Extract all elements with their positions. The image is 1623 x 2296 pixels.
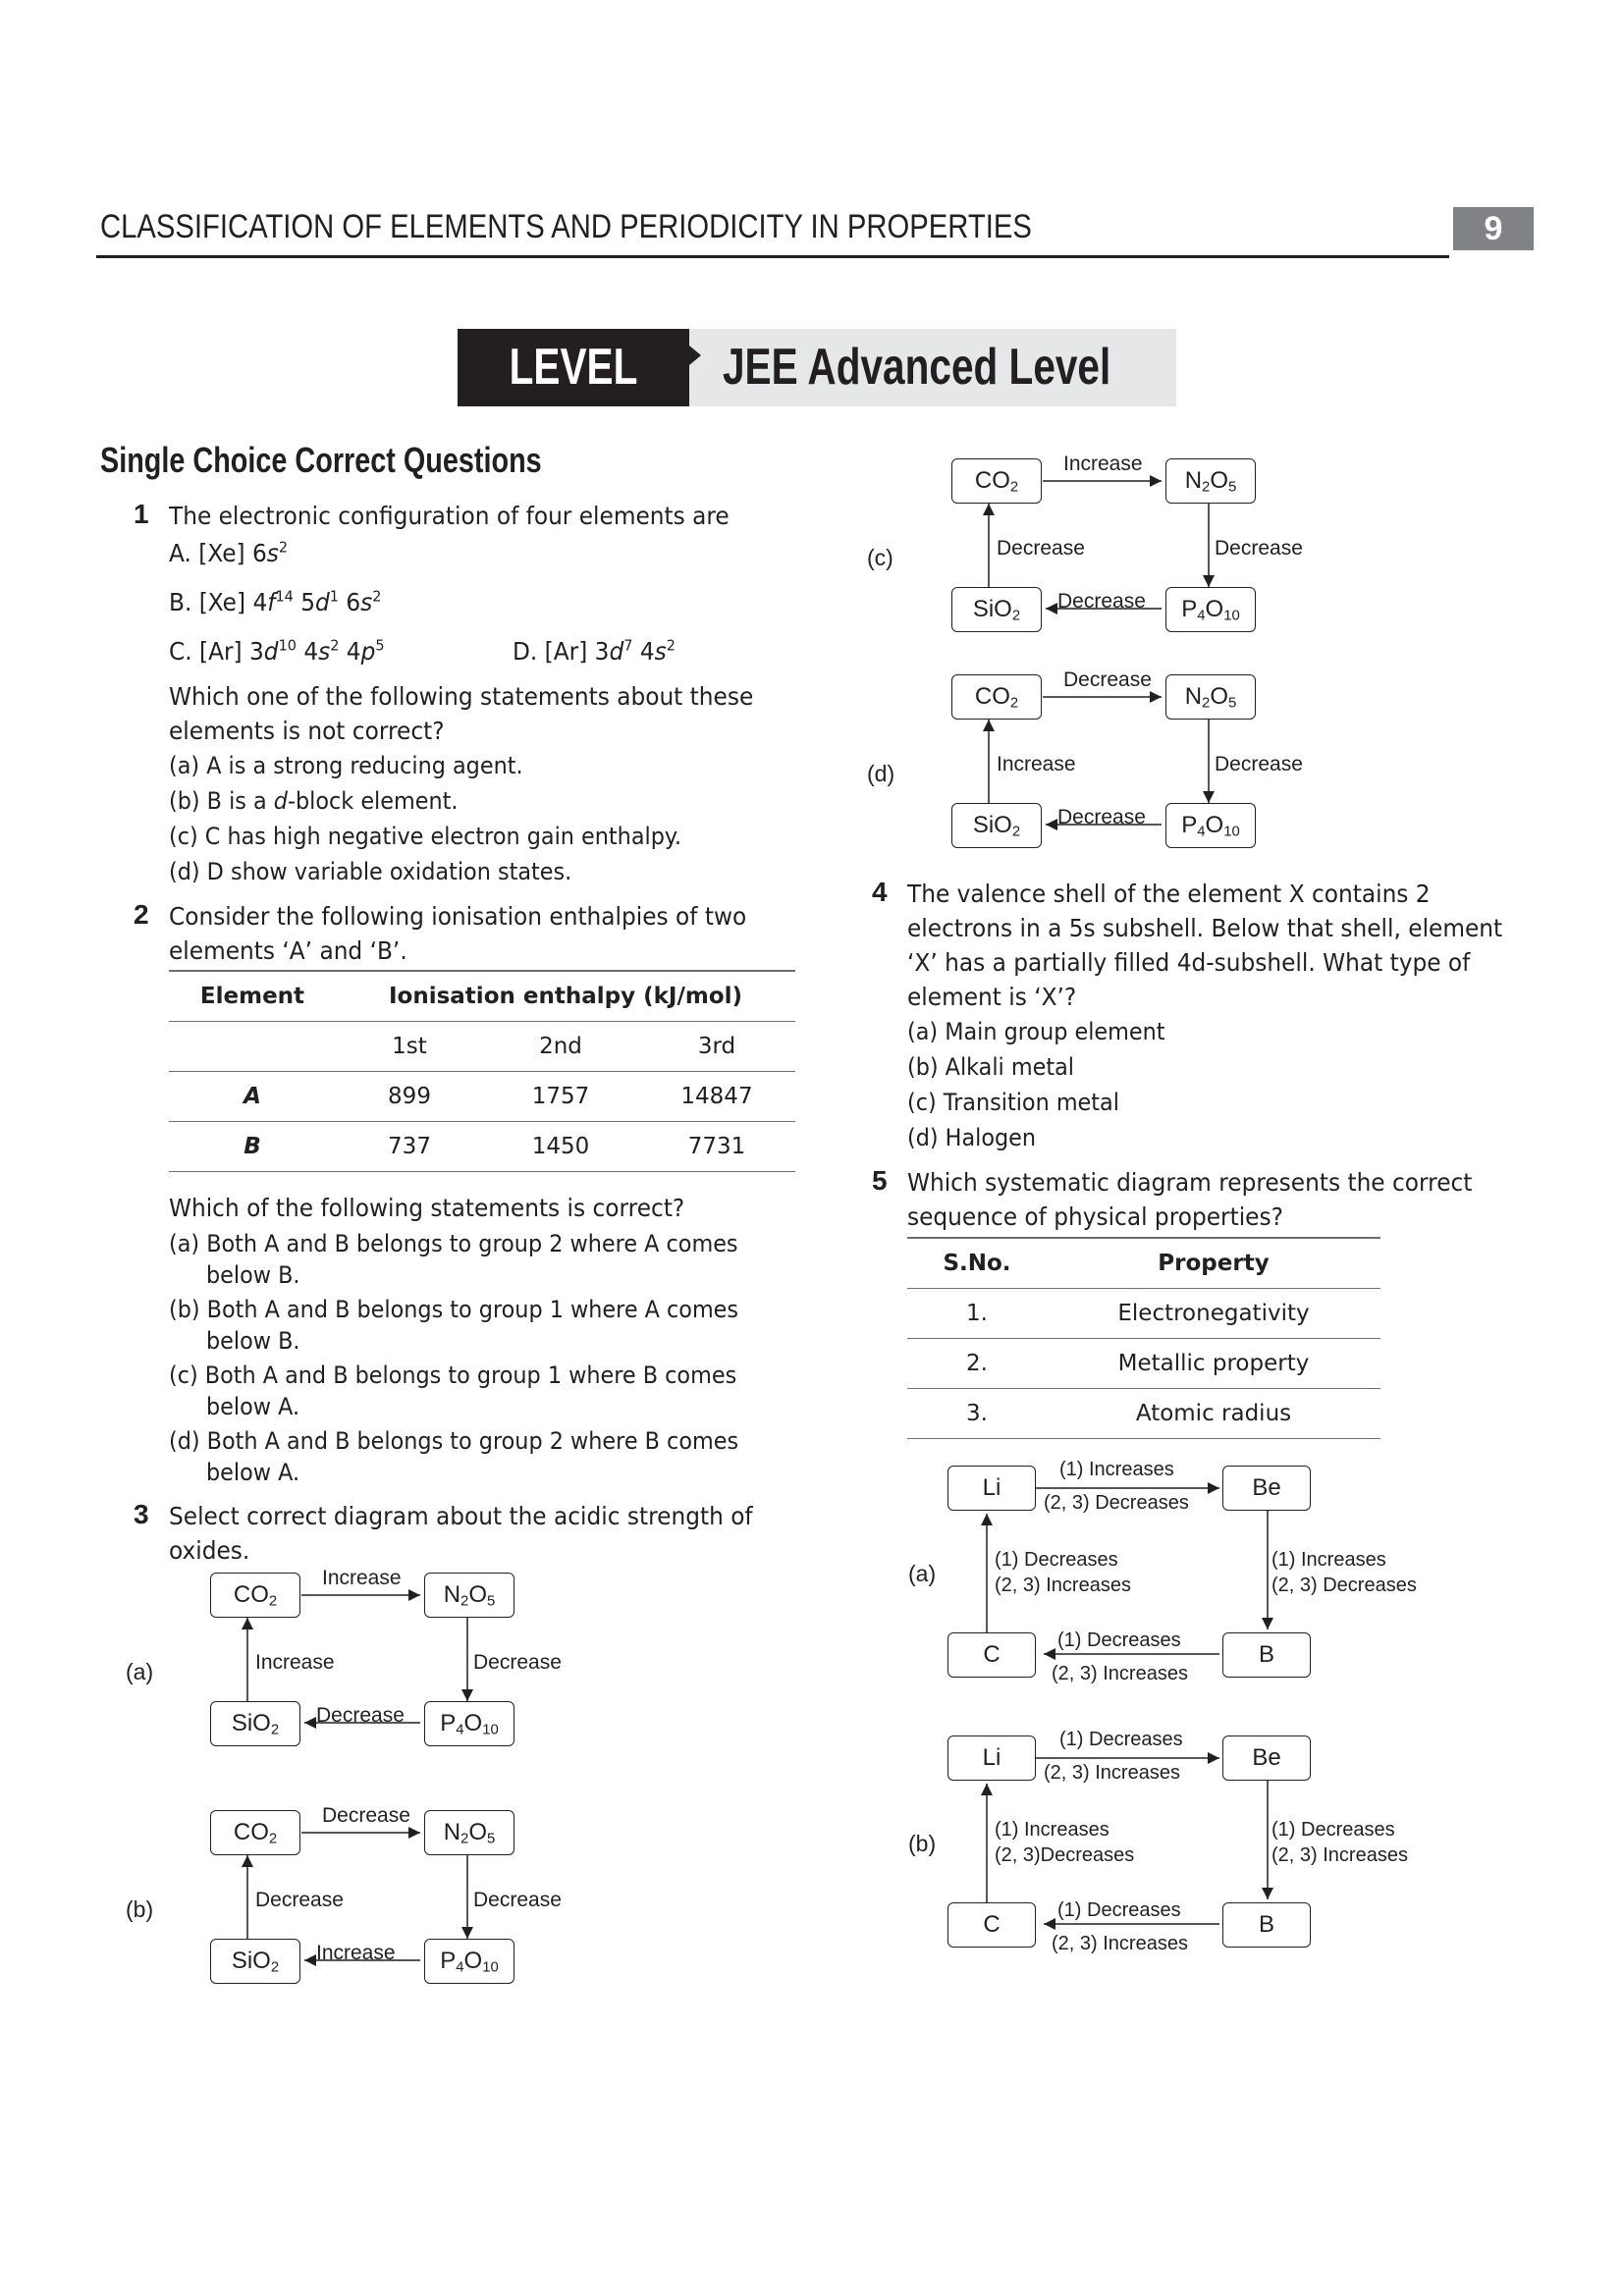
q1-question-line2: elements is not correct? xyxy=(169,717,445,745)
arrow-label-left: (1) Decreases xyxy=(995,1549,1118,1571)
header-rule xyxy=(96,255,1449,258)
diagram-label: (c) xyxy=(867,545,893,570)
table-header-element: Element xyxy=(169,971,336,1022)
table-row: A 899 1757 14847 xyxy=(169,1072,795,1122)
arrow-label-top: Increase xyxy=(1063,453,1143,475)
q4-option-a: (a) Main group element xyxy=(907,1018,1165,1045)
p4o10-box: $P_4O_{10}$ xyxy=(1165,803,1256,848)
level-badge: LEVEL 03 xyxy=(458,329,689,406)
diagram-label: (b) xyxy=(908,1831,937,1856)
arrow-label-bottom: Decrease xyxy=(1057,590,1146,613)
banner-arrow-icon xyxy=(689,346,701,365)
oxide-diagram xyxy=(126,1567,579,1806)
property-table xyxy=(907,1237,1380,1439)
arrow-label-right: Decrease xyxy=(473,1651,562,1674)
level-subtitle-box xyxy=(689,329,1176,406)
q3-stem-line2: oxides. xyxy=(169,1536,250,1565)
q1-stem: The electronic configuration of four elements are xyxy=(169,502,730,530)
diagram-label: (d) xyxy=(867,761,895,786)
q3-stem-line1: Select correct diagram about the acidic strength of xyxy=(169,1502,753,1530)
q4-option-c: (c) Transition metal xyxy=(907,1089,1119,1116)
q2-option-d: (d) Both A and B belongs to group 2 where B comes xyxy=(169,1427,739,1455)
property-diagram xyxy=(889,1729,1438,1968)
property-diagram xyxy=(889,1459,1438,1698)
co2-box: $CO_2$ xyxy=(210,1810,300,1855)
co2-box: $CO_2$ xyxy=(210,1573,300,1618)
table-subheader: 3rd xyxy=(638,1022,795,1072)
table-header-sno: S.No. xyxy=(907,1238,1047,1289)
page-number: 9 xyxy=(1453,207,1534,250)
arrow-label-left: Increase xyxy=(255,1651,335,1674)
q2-option-c-cont: below A. xyxy=(206,1393,300,1420)
arrow-label-top: (2, 3) Increases xyxy=(1044,1762,1180,1784)
q2-option-b-cont: below B. xyxy=(206,1327,300,1355)
n2o5-box: $N_2O_5$ xyxy=(1165,458,1256,504)
arrow-label-right: (1) Decreases xyxy=(1271,1819,1395,1841)
arrow-label-left: (2, 3) Increases xyxy=(995,1575,1131,1596)
q1-config-b: B. [Xe] $4f^{14}$ $5d^1$ $6s^2$ xyxy=(169,587,382,616)
sio2-box: SiO$_2$ xyxy=(951,803,1042,848)
arrow-label-right: (2, 3) Decreases xyxy=(1271,1575,1417,1596)
p4o10-box: $P_4O_{10}$ xyxy=(1165,587,1256,632)
co2-box: $CO_2$ xyxy=(951,674,1042,720)
q1-config-a: A. [Xe] $6s^2$ xyxy=(169,538,289,567)
arrow-label-top: (1) Decreases xyxy=(1059,1729,1183,1750)
arrow-label-top: (1) Increases xyxy=(1059,1459,1174,1480)
n2o5-box: $N_2O_5$ xyxy=(424,1573,514,1618)
q2-question: Which of the following statements is correct? xyxy=(169,1194,685,1222)
n2o5-box: $N_2O_5$ xyxy=(424,1810,514,1855)
table-header-ionisation: Ionisation enthalpy (kJ/mol) xyxy=(336,971,795,1022)
arrow-label-left: Increase xyxy=(997,753,1076,775)
question-number: 4 xyxy=(872,877,888,907)
q1-question-line1: Which one of the following statements about these xyxy=(169,682,754,711)
q2-stem-line1: Consider the following ionisation enthalpies of two xyxy=(169,902,747,931)
q2-option-c: (c) Both A and B belongs to group 1 where B comes xyxy=(169,1362,737,1389)
q2-option-d-cont: below A. xyxy=(206,1459,300,1486)
q1-option-c: (c) C has high negative electron gain enthalpy. xyxy=(169,823,681,850)
arrow-label-right: (2, 3) Increases xyxy=(1271,1844,1408,1866)
diagram-label: (a) xyxy=(126,1659,154,1684)
q2-option-b: (b) Both A and B belongs to group 1 where A comes xyxy=(169,1296,739,1323)
table-row: 3. Atomic radius xyxy=(907,1389,1380,1439)
arrow-label-left: (1) Increases xyxy=(995,1819,1109,1841)
q2-option-a-cont: below B. xyxy=(206,1261,300,1289)
arrow-label-top: Increase xyxy=(322,1567,402,1589)
arrow-label-left: (2, 3)Decreases xyxy=(995,1844,1135,1866)
p4o10-box: $P_4O_{10}$ xyxy=(424,1701,514,1746)
q4-line1: The valence shell of the element X contains 2 xyxy=(907,880,1431,908)
oxide-diagram xyxy=(867,453,1321,692)
q4-line2: electrons in a 5s subshell. Below that shell, element xyxy=(907,914,1503,942)
arrow-label-right: Decrease xyxy=(473,1889,562,1911)
table-row: 2. Metallic property xyxy=(907,1339,1380,1389)
arrow-label-top: Decrease xyxy=(322,1804,410,1827)
question-number: 1 xyxy=(134,499,149,529)
level-subtitle: JEE Advanced Level xyxy=(723,339,1111,396)
question-number: 3 xyxy=(134,1499,149,1529)
be-box: Be xyxy=(1222,1466,1311,1511)
q4-option-b: (b) Alkali metal xyxy=(907,1053,1074,1081)
diagram-label: (a) xyxy=(908,1561,937,1586)
arrow-label-bottom: (1) Decreases xyxy=(1057,1899,1181,1921)
b-box: B xyxy=(1222,1902,1311,1948)
running-header: CLASSIFICATION OF ELEMENTS AND PERIODICITY IN PROPERTIES xyxy=(100,208,1032,245)
q4-line4: element is ‘X’? xyxy=(907,983,1077,1011)
q1-option-a: (a) A is a strong reducing agent. xyxy=(169,752,523,779)
co2-box: $CO_2$ xyxy=(951,458,1042,504)
n2o5-box: $N_2O_5$ xyxy=(1165,674,1256,720)
c-box: C xyxy=(947,1902,1036,1948)
table-subheader: 2nd xyxy=(483,1022,638,1072)
question-number: 5 xyxy=(872,1165,888,1196)
sio2-box: SiO$_2$ xyxy=(951,587,1042,632)
oxide-diagram xyxy=(867,668,1321,908)
arrow-label-bottom: Decrease xyxy=(1057,806,1146,828)
li-box: Li xyxy=(947,1466,1036,1511)
table-header-property: Property xyxy=(1047,1238,1380,1289)
q5-line1: Which systematic diagram represents the correct xyxy=(907,1168,1473,1197)
arrow-label-top: Decrease xyxy=(1063,668,1152,691)
sio2-box: SiO$_2$ xyxy=(210,1939,300,1984)
q2-option-a: (a) Both A and B belongs to group 2 where A comes xyxy=(169,1230,738,1257)
q1-config-d: D. [Ar] $3d^7$ $4s^2$ xyxy=(513,636,676,666)
c-box: C xyxy=(947,1632,1036,1678)
arrow-label-bottom: Increase xyxy=(316,1942,396,1964)
q2-stem-line2: elements ‘A’ and ‘B’. xyxy=(169,936,407,965)
question-number: 2 xyxy=(134,899,149,930)
q1-config-c: C. [Ar] $3d^{10}$ $4s^2$ $4p^5$ xyxy=(169,636,385,666)
table-subheader: 1st xyxy=(336,1022,483,1072)
arrow-label-right: (1) Increases xyxy=(1271,1549,1386,1571)
table-row: 1. Electronegativity xyxy=(907,1289,1380,1339)
arrow-label-bottom: (1) Decreases xyxy=(1057,1629,1181,1651)
q4-option-d: (d) Halogen xyxy=(907,1124,1037,1151)
section-title: Single Choice Correct Questions xyxy=(100,440,542,480)
arrow-label-bottom: Decrease xyxy=(316,1704,405,1727)
table-row: B 737 1450 7731 xyxy=(169,1122,795,1172)
p4o10-box: $P_4O_{10}$ xyxy=(424,1939,514,1984)
arrow-label-left: Decrease xyxy=(255,1889,344,1911)
q5-line2: sequence of physical properties? xyxy=(907,1202,1283,1231)
ionisation-enthalpy-table xyxy=(169,970,795,1172)
sio2-box: SiO$_2$ xyxy=(210,1701,300,1746)
arrow-label-left: Decrease xyxy=(997,537,1085,560)
arrow-label-bottom: (2, 3) Increases xyxy=(1052,1933,1188,1954)
b-box: B xyxy=(1222,1632,1311,1678)
be-box: Be xyxy=(1222,1735,1311,1781)
arrow-label-right: Decrease xyxy=(1215,753,1303,775)
diagram-label: (b) xyxy=(126,1896,154,1922)
arrow-label-top: (2, 3) Decreases xyxy=(1044,1492,1189,1514)
li-box: Li xyxy=(947,1735,1036,1781)
arrow-label-bottom: (2, 3) Increases xyxy=(1052,1663,1188,1684)
q1-option-d: (d) D show variable oxidation states. xyxy=(169,858,572,885)
arrow-label-right: Decrease xyxy=(1215,537,1303,560)
oxide-diagram xyxy=(126,1804,579,2044)
q4-line3: ‘X’ has a partially filled 4d-subshell. What type of xyxy=(907,948,1471,977)
q1-option-b: (b) B is a d-block element. xyxy=(169,787,459,815)
